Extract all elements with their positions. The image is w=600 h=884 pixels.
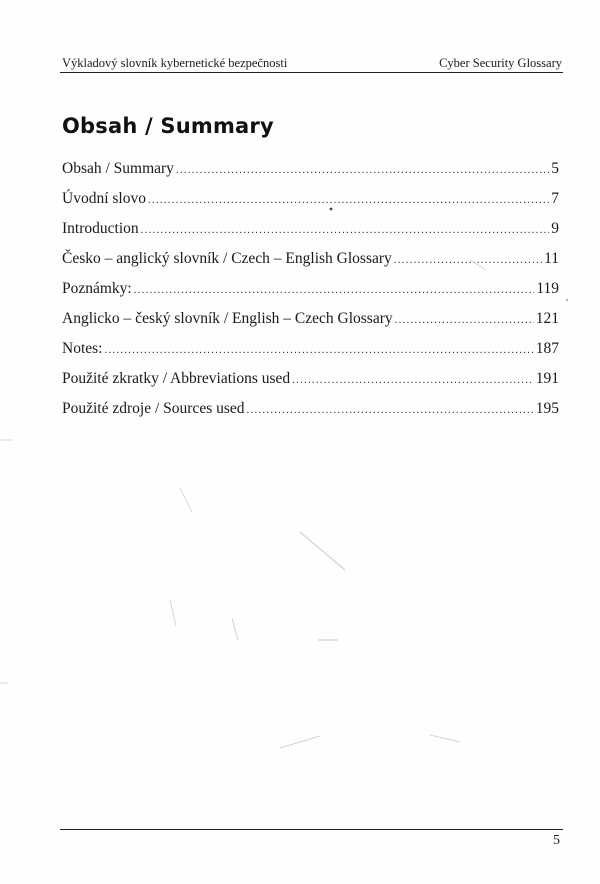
toc-entry-uvodni-slovo[interactable] <box>62 184 559 214</box>
toc-entry-label: Anglicko – český slovník / English – Czech Glossary <box>62 310 393 327</box>
toc-entry-page: 9 <box>551 220 559 237</box>
dot-leader <box>247 395 534 425</box>
footer-rule <box>60 829 563 830</box>
table-of-contents <box>62 154 559 424</box>
toc-entry-notes[interactable] <box>62 334 559 364</box>
dot-leader <box>292 365 534 395</box>
header-rule <box>60 72 563 73</box>
toc-entry-label: Notes: <box>62 340 103 357</box>
toc-entry-label: Použité zkratky / Abbreviations used <box>62 370 291 387</box>
toc-entry-abbreviations[interactable] <box>62 364 559 394</box>
toc-entry-page: 121 <box>535 310 559 327</box>
toc-entry-label: Použité zdroje / Sources used <box>62 400 245 417</box>
page-title: Obsah / Summary <box>62 114 274 138</box>
dot-leader <box>394 245 542 275</box>
dot-leader <box>395 305 534 335</box>
toc-entry-page: 119 <box>536 280 559 297</box>
toc-entry-english-czech-glossary[interactable] <box>62 304 559 334</box>
toc-entry-label: Obsah / Summary <box>62 160 174 177</box>
toc-entry-page: 191 <box>535 370 559 387</box>
dot-leader <box>176 155 549 185</box>
toc-entry-czech-english-glossary[interactable] <box>62 244 559 274</box>
dot-leader <box>104 335 533 365</box>
toc-entry-poznamky[interactable] <box>62 274 559 304</box>
toc-entry-label: Poznámky: <box>62 280 132 297</box>
header-left-title: Výkladový slovník kybernetické bezpečnosti <box>62 56 288 70</box>
toc-entry-label: Úvodní slovo <box>62 190 146 207</box>
toc-entry-obsah-summary[interactable] <box>62 154 559 184</box>
dot-leader <box>148 185 549 215</box>
toc-entry-label: Česko – anglický slovník / Czech – English Glossary <box>62 250 392 267</box>
toc-entry-introduction[interactable] <box>62 214 559 244</box>
header-right-title: Cyber Security Glossary <box>439 56 562 70</box>
toc-entry-page: 7 <box>551 190 559 207</box>
toc-entry-page: 195 <box>535 400 559 417</box>
toc-entry-sources[interactable] <box>62 394 559 424</box>
toc-entry-page: 5 <box>551 160 559 177</box>
toc-entry-label: Introduction <box>62 220 139 237</box>
running-header <box>62 54 562 72</box>
dot-leader <box>141 215 550 245</box>
footer-page-number: 5 <box>553 833 560 848</box>
dot-leader <box>134 275 535 305</box>
toc-entry-page: 187 <box>535 340 559 357</box>
toc-entry-page: 11 <box>544 250 559 267</box>
